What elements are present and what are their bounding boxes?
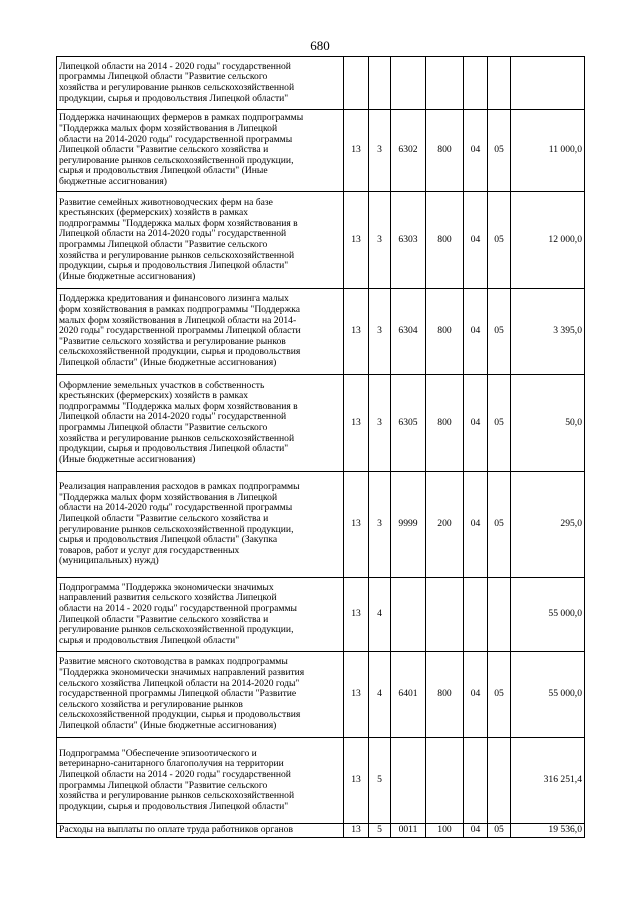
description-line: 2020 годы" государственной программы Липецкой области bbox=[59, 326, 301, 337]
description-line: области на 2014-2020 годы" государственной программы bbox=[59, 503, 293, 514]
description-line: Липецкой области на 2014 - 2020 годы" государственной bbox=[59, 61, 291, 72]
amount-cell: 3 395,0 bbox=[511, 289, 585, 375]
code-expense-type: 800 bbox=[426, 652, 464, 738]
description-line: Поддержка кредитования и финансового лизинга малых bbox=[59, 294, 289, 305]
description-line: сельского хозяйства Липецкой области на 2014-2020 годы" bbox=[59, 678, 300, 689]
description-line: подпрограммы "Поддержка малых форм хозяйствования в bbox=[59, 218, 298, 229]
code-subprogram: 4 bbox=[369, 652, 391, 738]
description-line: государственной программы Липецкой области "Развитие bbox=[59, 689, 297, 700]
code-subprogram: 4 bbox=[369, 578, 391, 652]
description-line: Липецкой области" (Иные бюджетные ассигнования) bbox=[59, 357, 277, 368]
table-row bbox=[57, 289, 585, 375]
table-row bbox=[57, 472, 585, 578]
description-line: (Иные бюджетные ассигнования) bbox=[59, 271, 196, 282]
code-expense-type: 800 bbox=[426, 110, 464, 192]
description-line: Поддержка начинающих фермеров в рамках подпрограммы bbox=[59, 113, 304, 124]
description-line: Липецкой области "Развитие сельского хозяйства и bbox=[59, 513, 269, 524]
row-description bbox=[57, 738, 344, 824]
description-line: хозяйства и регулирование рынков сельскохозяйственной bbox=[59, 83, 295, 93]
description-line: Расходы на выплаты по оплате труда работников органов bbox=[59, 825, 293, 836]
code-gov-program: 13 bbox=[344, 289, 369, 375]
description-line: регулирование рынков сельскохозяйственной продукции, bbox=[59, 155, 294, 166]
description-line: программы Липецкой области "Развитие сельского bbox=[59, 780, 268, 791]
description-line: продукции, сырья и продовольствия Липецкой области" bbox=[59, 261, 289, 272]
code-subsection: 05 bbox=[488, 652, 511, 738]
description-line: товаров, работ и услуг для государственных bbox=[59, 545, 240, 556]
code-subprogram: 3 bbox=[369, 192, 391, 289]
description-line: Липецкой области" (Иные бюджетные ассигнования) bbox=[59, 720, 277, 731]
amount-cell: 316 251,4 bbox=[511, 738, 585, 824]
description-line: "Поддержка малых форм хозяйствования в Липецкой bbox=[59, 124, 278, 135]
code-section: 04 bbox=[464, 652, 488, 738]
code-direction: 9999 bbox=[391, 472, 426, 578]
code-section: 04 bbox=[464, 472, 488, 578]
code-gov-program bbox=[344, 57, 369, 110]
amount-cell: 295,0 bbox=[511, 472, 585, 578]
row-description bbox=[57, 472, 344, 578]
description-line: бюджетные ассигнования) bbox=[59, 176, 167, 187]
row-description bbox=[57, 578, 344, 652]
code-subsection: 05 bbox=[488, 110, 511, 192]
code-direction bbox=[391, 578, 426, 652]
description-line: регулирование рынков сельскохозяйственной продукции, bbox=[59, 625, 294, 636]
budget-table bbox=[56, 56, 585, 838]
description-line: Развитие семейных животноводческих ферм на базе bbox=[59, 197, 273, 208]
description-line: сырья и продовольствия Липецкой области" (Закупка bbox=[59, 535, 278, 546]
row-description bbox=[57, 57, 344, 110]
description-line: хозяйства и регулирование рынков сельскохозяйственной bbox=[59, 433, 295, 444]
description-line: подпрограммы "Поддержка малых форм хозяйствования в bbox=[59, 401, 298, 412]
description-line: продукции, сырья и продовольствия Липецкой области" bbox=[59, 801, 289, 812]
amount-cell: 12 000,0 bbox=[511, 192, 585, 289]
page-number: 680 bbox=[310, 38, 330, 53]
description-line: сельскохозяйственной продукции, сырья и продовольствия bbox=[59, 347, 301, 358]
table-row bbox=[57, 738, 585, 824]
table-row bbox=[57, 57, 585, 110]
description-line: крестьянских (фермерских) хозяйств в рамках bbox=[59, 208, 249, 219]
description-line: форм хозяйствования в рамках подпрограммы "Поддержка bbox=[59, 305, 300, 316]
code-subprogram: 3 bbox=[369, 375, 391, 472]
code-expense-type: 800 bbox=[426, 192, 464, 289]
code-gov-program: 13 bbox=[344, 738, 369, 824]
description-line: Подпрограмма "Обеспечение эпизоотического и bbox=[59, 748, 257, 759]
description-line: сельскохозяйственной продукции, сырья и продовольствия bbox=[59, 710, 301, 721]
code-subprogram: 3 bbox=[369, 110, 391, 192]
code-section: 04 bbox=[464, 289, 488, 375]
code-subprogram: 3 bbox=[369, 472, 391, 578]
description-line: Развитие мясного скотоводства в рамках подпрограммы bbox=[59, 657, 288, 668]
code-section: 04 bbox=[464, 110, 488, 192]
table-row bbox=[57, 375, 585, 472]
code-section: 04 bbox=[464, 192, 488, 289]
table-row bbox=[57, 652, 585, 738]
code-section bbox=[464, 57, 488, 110]
description-line: Липецкой области на 2014-2020 годы" государственной bbox=[59, 412, 287, 423]
row-description bbox=[57, 289, 344, 375]
code-subprogram bbox=[369, 57, 391, 110]
code-section bbox=[464, 738, 488, 824]
description-line: сырья и продовольствия Липецкой области" (Иные bbox=[59, 166, 268, 177]
row-description bbox=[57, 375, 344, 472]
code-gov-program: 13 bbox=[344, 375, 369, 472]
description-line: Липецкой области "Развитие сельского хозяйства и bbox=[59, 145, 269, 156]
code-expense-type bbox=[426, 57, 464, 110]
description-line: продукции, сырья и продовольствия Липецкой области" bbox=[59, 444, 289, 455]
description-line: регулирование рынков сельскохозяйственной продукции, bbox=[59, 524, 294, 535]
description-line: программы Липецкой области "Развитие сельского bbox=[59, 423, 268, 433]
description-line: продукции, сырья и продовольствия Липецкой области" bbox=[59, 93, 289, 104]
code-expense-type bbox=[426, 578, 464, 652]
code-section: 04 bbox=[464, 824, 488, 838]
amount-cell: 55 000,0 bbox=[511, 652, 585, 738]
description-line: Липецкой области "Развитие сельского хозяйства и bbox=[59, 614, 269, 625]
code-subsection bbox=[488, 738, 511, 824]
code-direction: 6302 bbox=[391, 110, 426, 192]
description-line: "Поддержка экономически значимых направлений развития bbox=[59, 668, 305, 679]
description-line: малых форм хозяйствования в Липецкой области на 2014- bbox=[59, 315, 297, 326]
description-line: направлений развития сельского хозяйства Липецкой bbox=[59, 593, 277, 604]
code-direction: 6304 bbox=[391, 289, 426, 375]
code-direction: 6305 bbox=[391, 375, 426, 472]
code-expense-type: 800 bbox=[426, 289, 464, 375]
description-line: программы Липецкой области "Развитие сельского bbox=[59, 72, 268, 83]
description-line: хозяйства и регулирование рынков сельскохозяйственной bbox=[59, 250, 295, 261]
code-gov-program: 13 bbox=[344, 578, 369, 652]
table-row bbox=[57, 824, 585, 838]
code-gov-program: 13 bbox=[344, 652, 369, 738]
code-subprogram: 5 bbox=[369, 738, 391, 824]
description-line: сырья и продовольствия Липецкой области" bbox=[59, 635, 240, 646]
description-line: (муниципальных) нужд) bbox=[59, 556, 159, 567]
description-line: Реализация направления расходов в рамках подпрограммы bbox=[59, 482, 300, 493]
code-gov-program: 13 bbox=[344, 110, 369, 192]
code-subsection: 05 bbox=[488, 824, 511, 838]
code-direction bbox=[391, 738, 426, 824]
code-expense-type bbox=[426, 738, 464, 824]
row-description bbox=[57, 652, 344, 738]
amount-cell bbox=[511, 57, 585, 110]
description-line: крестьянских (фермерских) хозяйств в рамках bbox=[59, 391, 249, 402]
code-expense-type: 100 bbox=[426, 824, 464, 838]
description-line: Оформление земельных участков в собственность bbox=[59, 380, 265, 391]
code-direction: 0011 bbox=[391, 824, 426, 838]
code-subsection bbox=[488, 578, 511, 652]
description-line: программы Липецкой области "Развитие сельского bbox=[59, 240, 268, 250]
code-subsection: 05 bbox=[488, 289, 511, 375]
row-description bbox=[57, 824, 344, 838]
code-subsection bbox=[488, 57, 511, 110]
description-line: ветеринарно-санитарного благополучия на территории bbox=[59, 759, 284, 770]
code-subsection: 05 bbox=[488, 375, 511, 472]
description-line: Подпрограмма "Поддержка экономически значимых bbox=[59, 582, 274, 593]
table-row bbox=[57, 110, 585, 192]
amount-cell: 55 000,0 bbox=[511, 578, 585, 652]
code-section bbox=[464, 578, 488, 652]
amount-cell: 19 536,0 bbox=[511, 824, 585, 838]
description-line: "Развитие сельского хозяйства и регулирование рынков bbox=[59, 336, 286, 347]
description-line: сельского хозяйства и регулирование рынков bbox=[59, 699, 243, 710]
code-subprogram: 5 bbox=[369, 824, 391, 838]
code-direction: 6303 bbox=[391, 192, 426, 289]
description-line: "Поддержка малых форм хозяйствования в Липецкой bbox=[59, 492, 278, 503]
row-description bbox=[57, 192, 344, 289]
code-subprogram: 3 bbox=[369, 289, 391, 375]
code-direction: 6401 bbox=[391, 652, 426, 738]
amount-cell: 11 000,0 bbox=[511, 110, 585, 192]
code-expense-type: 800 bbox=[426, 375, 464, 472]
code-direction bbox=[391, 57, 426, 110]
row-description bbox=[57, 110, 344, 192]
code-gov-program: 13 bbox=[344, 824, 369, 838]
description-line: (Иные бюджетные ассигнования) bbox=[59, 454, 196, 465]
code-subsection: 05 bbox=[488, 472, 511, 578]
code-expense-type: 200 bbox=[426, 472, 464, 578]
description-line: области на 2014 - 2020 годы" государственной программы bbox=[59, 603, 297, 614]
description-line: хозяйства и регулирование рынков сельскохозяйственной bbox=[59, 791, 295, 802]
code-gov-program: 13 bbox=[344, 192, 369, 289]
code-section: 04 bbox=[464, 375, 488, 472]
code-gov-program: 13 bbox=[344, 472, 369, 578]
amount-cell: 50,0 bbox=[511, 375, 585, 472]
code-subsection: 05 bbox=[488, 192, 511, 289]
description-line: Липецкой области на 2014-2020 годы" государственной bbox=[59, 229, 287, 240]
description-line: области на 2014-2020 годы" государственной программы bbox=[59, 134, 293, 145]
description-line: Липецкой области на 2014 - 2020 годы" государственной bbox=[59, 769, 291, 780]
table-row bbox=[57, 192, 585, 289]
table-row bbox=[57, 578, 585, 652]
